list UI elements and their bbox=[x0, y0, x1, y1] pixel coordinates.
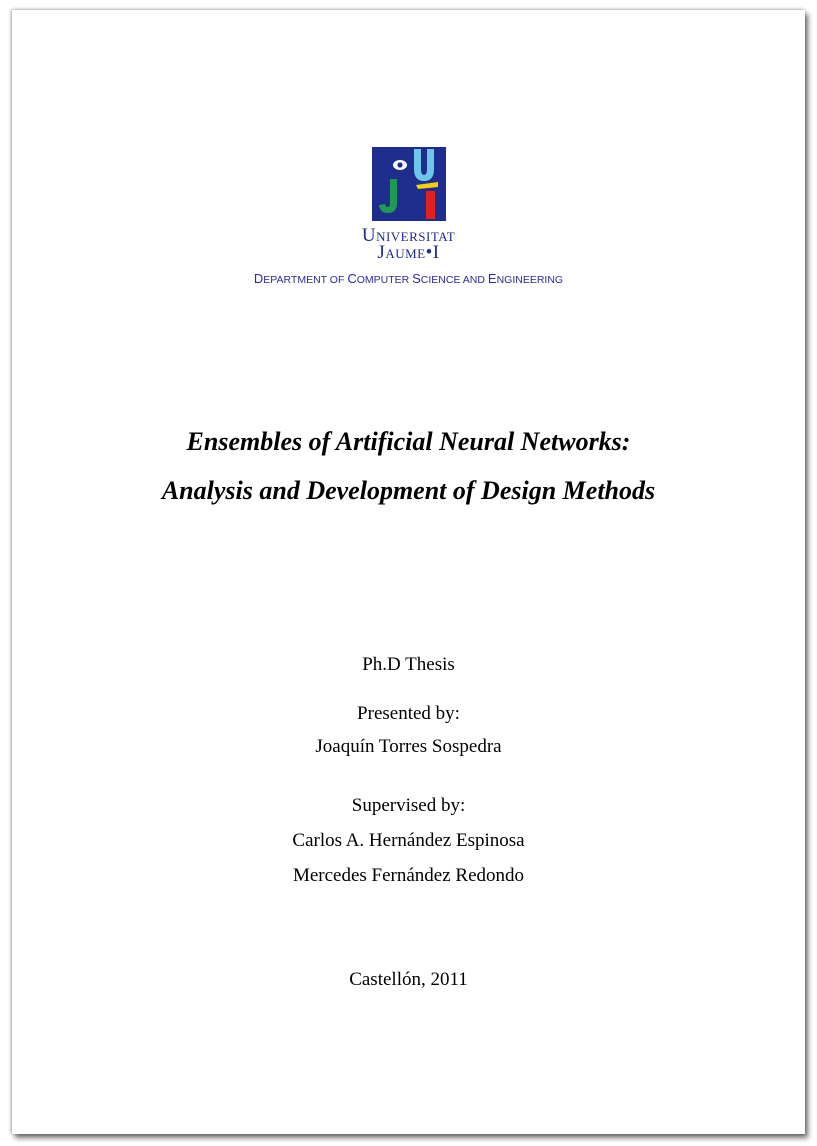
department-initial: S bbox=[412, 271, 421, 286]
presented-by-label: Presented by: bbox=[357, 703, 460, 724]
department-name bbox=[112, 271, 705, 286]
place-date: Castellón, 2011 bbox=[349, 969, 468, 990]
university-name-suffix: •I bbox=[425, 242, 440, 263]
university-logo-icon bbox=[372, 147, 446, 221]
university-name-initial: U bbox=[361, 225, 377, 246]
thesis-title-line2: Analysis and Development of Design Methods bbox=[161, 476, 656, 505]
university-name-rest: NIVERSITAT bbox=[376, 229, 456, 244]
department-word: NGINEERING bbox=[496, 274, 564, 286]
university-name-rest: AUME bbox=[385, 246, 426, 261]
department-word: CIENCE AND bbox=[420, 274, 488, 286]
department-initial: E bbox=[487, 271, 497, 286]
university-name-initial: J bbox=[377, 242, 386, 263]
author-name: Joaquín Torres Sospedra bbox=[315, 736, 502, 757]
university-logo bbox=[372, 147, 446, 221]
supervisor-name: Mercedes Fernández Redondo bbox=[292, 865, 525, 886]
department-initial: D bbox=[253, 271, 264, 286]
supervisor-name: Carlos A. Hernández Espinosa bbox=[292, 830, 525, 851]
supervised-by-label: Supervised by: bbox=[351, 795, 466, 816]
department-word: EPARTMENT OF bbox=[263, 274, 348, 286]
department-initial: C bbox=[347, 271, 357, 286]
document-page bbox=[12, 10, 805, 1134]
thesis-title-line1: Ensembles of Artificial Neural Networks: bbox=[186, 427, 631, 456]
department-word: OMPUTER bbox=[356, 274, 413, 286]
university-name-line2 bbox=[312, 243, 505, 262]
thesis-type: Ph.D Thesis bbox=[362, 654, 455, 675]
